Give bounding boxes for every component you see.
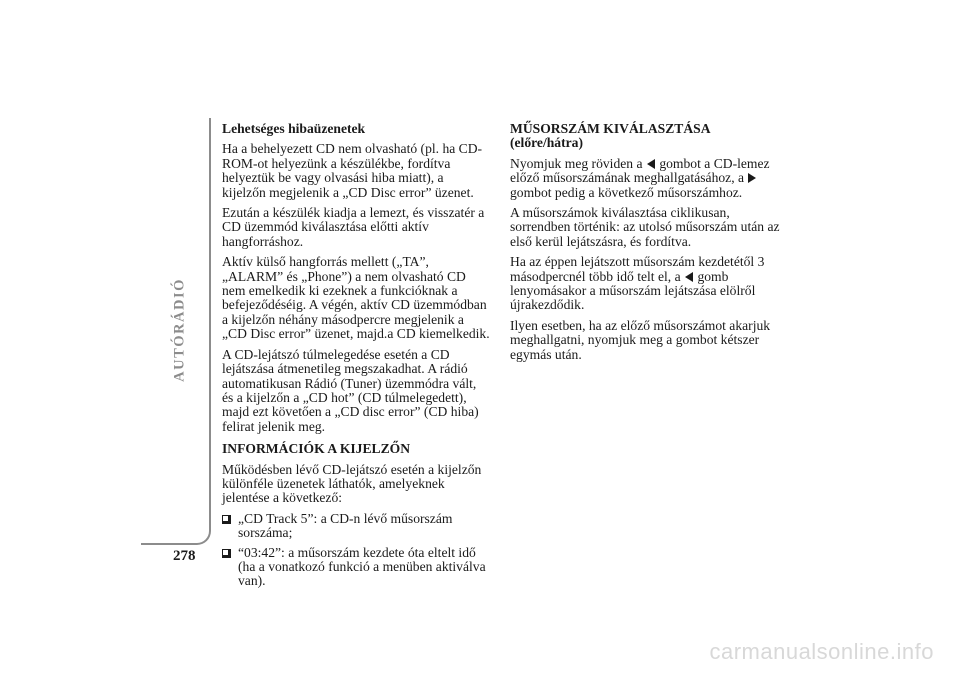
heading-display-info: INFORMÁCIÓK A KIJELZŐN	[222, 441, 411, 457]
section-side-label: AUTÓRÁDIÓ	[171, 278, 188, 382]
paragraph: A CD-lejátszó túlmelegedése esetén a CD lejátszása átmenetileg megszakadhat. A rádió automatikusan Rádió (Tuner) üzemmódra vált, és a kijelzőn a „CD hot” (CD túlmelegedett), majd ezt követően a „CD disc error” (CD hiba) felirat jelenik meg.	[222, 346, 479, 434]
paragraph	[510, 157, 785, 200]
paragraph: Ha a behelyezett CD nem olvasható (pl. ha CD-ROM-ot helyezünk a készülékbe, fordítva helyeztük be vagy olvasási hiba miatt), a kijelzőn megjelenik a „CD Disc error” üzenet.	[222, 141, 483, 200]
checkbox-bullet-icon	[222, 549, 231, 558]
paragraph: A műsorszámok kiválasztása ciklikusan, sorrendben történik: az utolsó műsorszám után az első kerül lejátszásra, és fordítva.	[510, 205, 780, 249]
heading-track-selection: MŰSORSZÁM KIVÁLASZTÁSA (előre/hátra)	[510, 121, 710, 151]
paragraph	[510, 255, 785, 313]
heading-error-messages: Lehetséges hibaüzenetek	[222, 121, 366, 136]
text-fragment: gombot a CD-lemez előző műsorszámának meghallgatásához, a	[510, 155, 770, 186]
page-number: 278	[173, 548, 196, 564]
text-fragment: gombot pedig a következő műsorszámhoz.	[510, 184, 743, 200]
paragraph: Ilyen esetben, ha az előző műsorszámot akarjuk meghallgatni, nyomjuk meg a gombot kétszer egymás után.	[510, 317, 771, 362]
right-column	[510, 122, 785, 368]
previous-track-icon	[685, 272, 693, 282]
paragraph: Ezután a készülék kiadja a lemezt, és visszatér a CD üzemmód kiválasztása előtti aktív hangforráshoz.	[222, 205, 485, 249]
paragraph: Működésben lévő CD-lejátszó esetén a kijelzőn különféle üzenetek láthatók, amelyeknek jelentése a következő:	[222, 461, 482, 506]
list-item-text: „CD Track 5”: a CD-n lévő műsorszám sorszáma;	[238, 510, 453, 541]
paragraph: Aktív külső hangforrás mellett („TA”, „ALARM” és „Phone”) a nem olvasható CD nem emelkedik ki ezeknek a funkcióknak a befejeződéséig. A végén, aktív CD üzemmódban a kijelzőn néhány másodpercre megjelenik a „CD Disc error” üzenet, majd.a CD kiemelkedik.	[222, 254, 490, 342]
list-item	[222, 512, 490, 541]
left-column	[222, 122, 490, 594]
list-item	[222, 546, 490, 589]
text-fragment: Nyomjuk meg röviden a	[510, 155, 643, 171]
watermark: carmanualsonline.info	[709, 639, 934, 664]
previous-track-icon	[647, 159, 655, 169]
text-fragment: gomb lenyomásakor a műsorszám lejátszása elölről újrakezdődik.	[510, 268, 756, 313]
list-item-text: “03:42”: a műsorszám kezdete óta eltelt idő (ha a vonatkozó funkció a menüben aktiválva van).	[238, 544, 486, 589]
next-track-icon	[748, 173, 756, 183]
text-fragment: Ha az éppen lejátszott műsorszám kezdetétől 3 másodpercnél több idő telt el, a	[510, 254, 765, 284]
checkbox-bullet-icon	[222, 515, 231, 524]
